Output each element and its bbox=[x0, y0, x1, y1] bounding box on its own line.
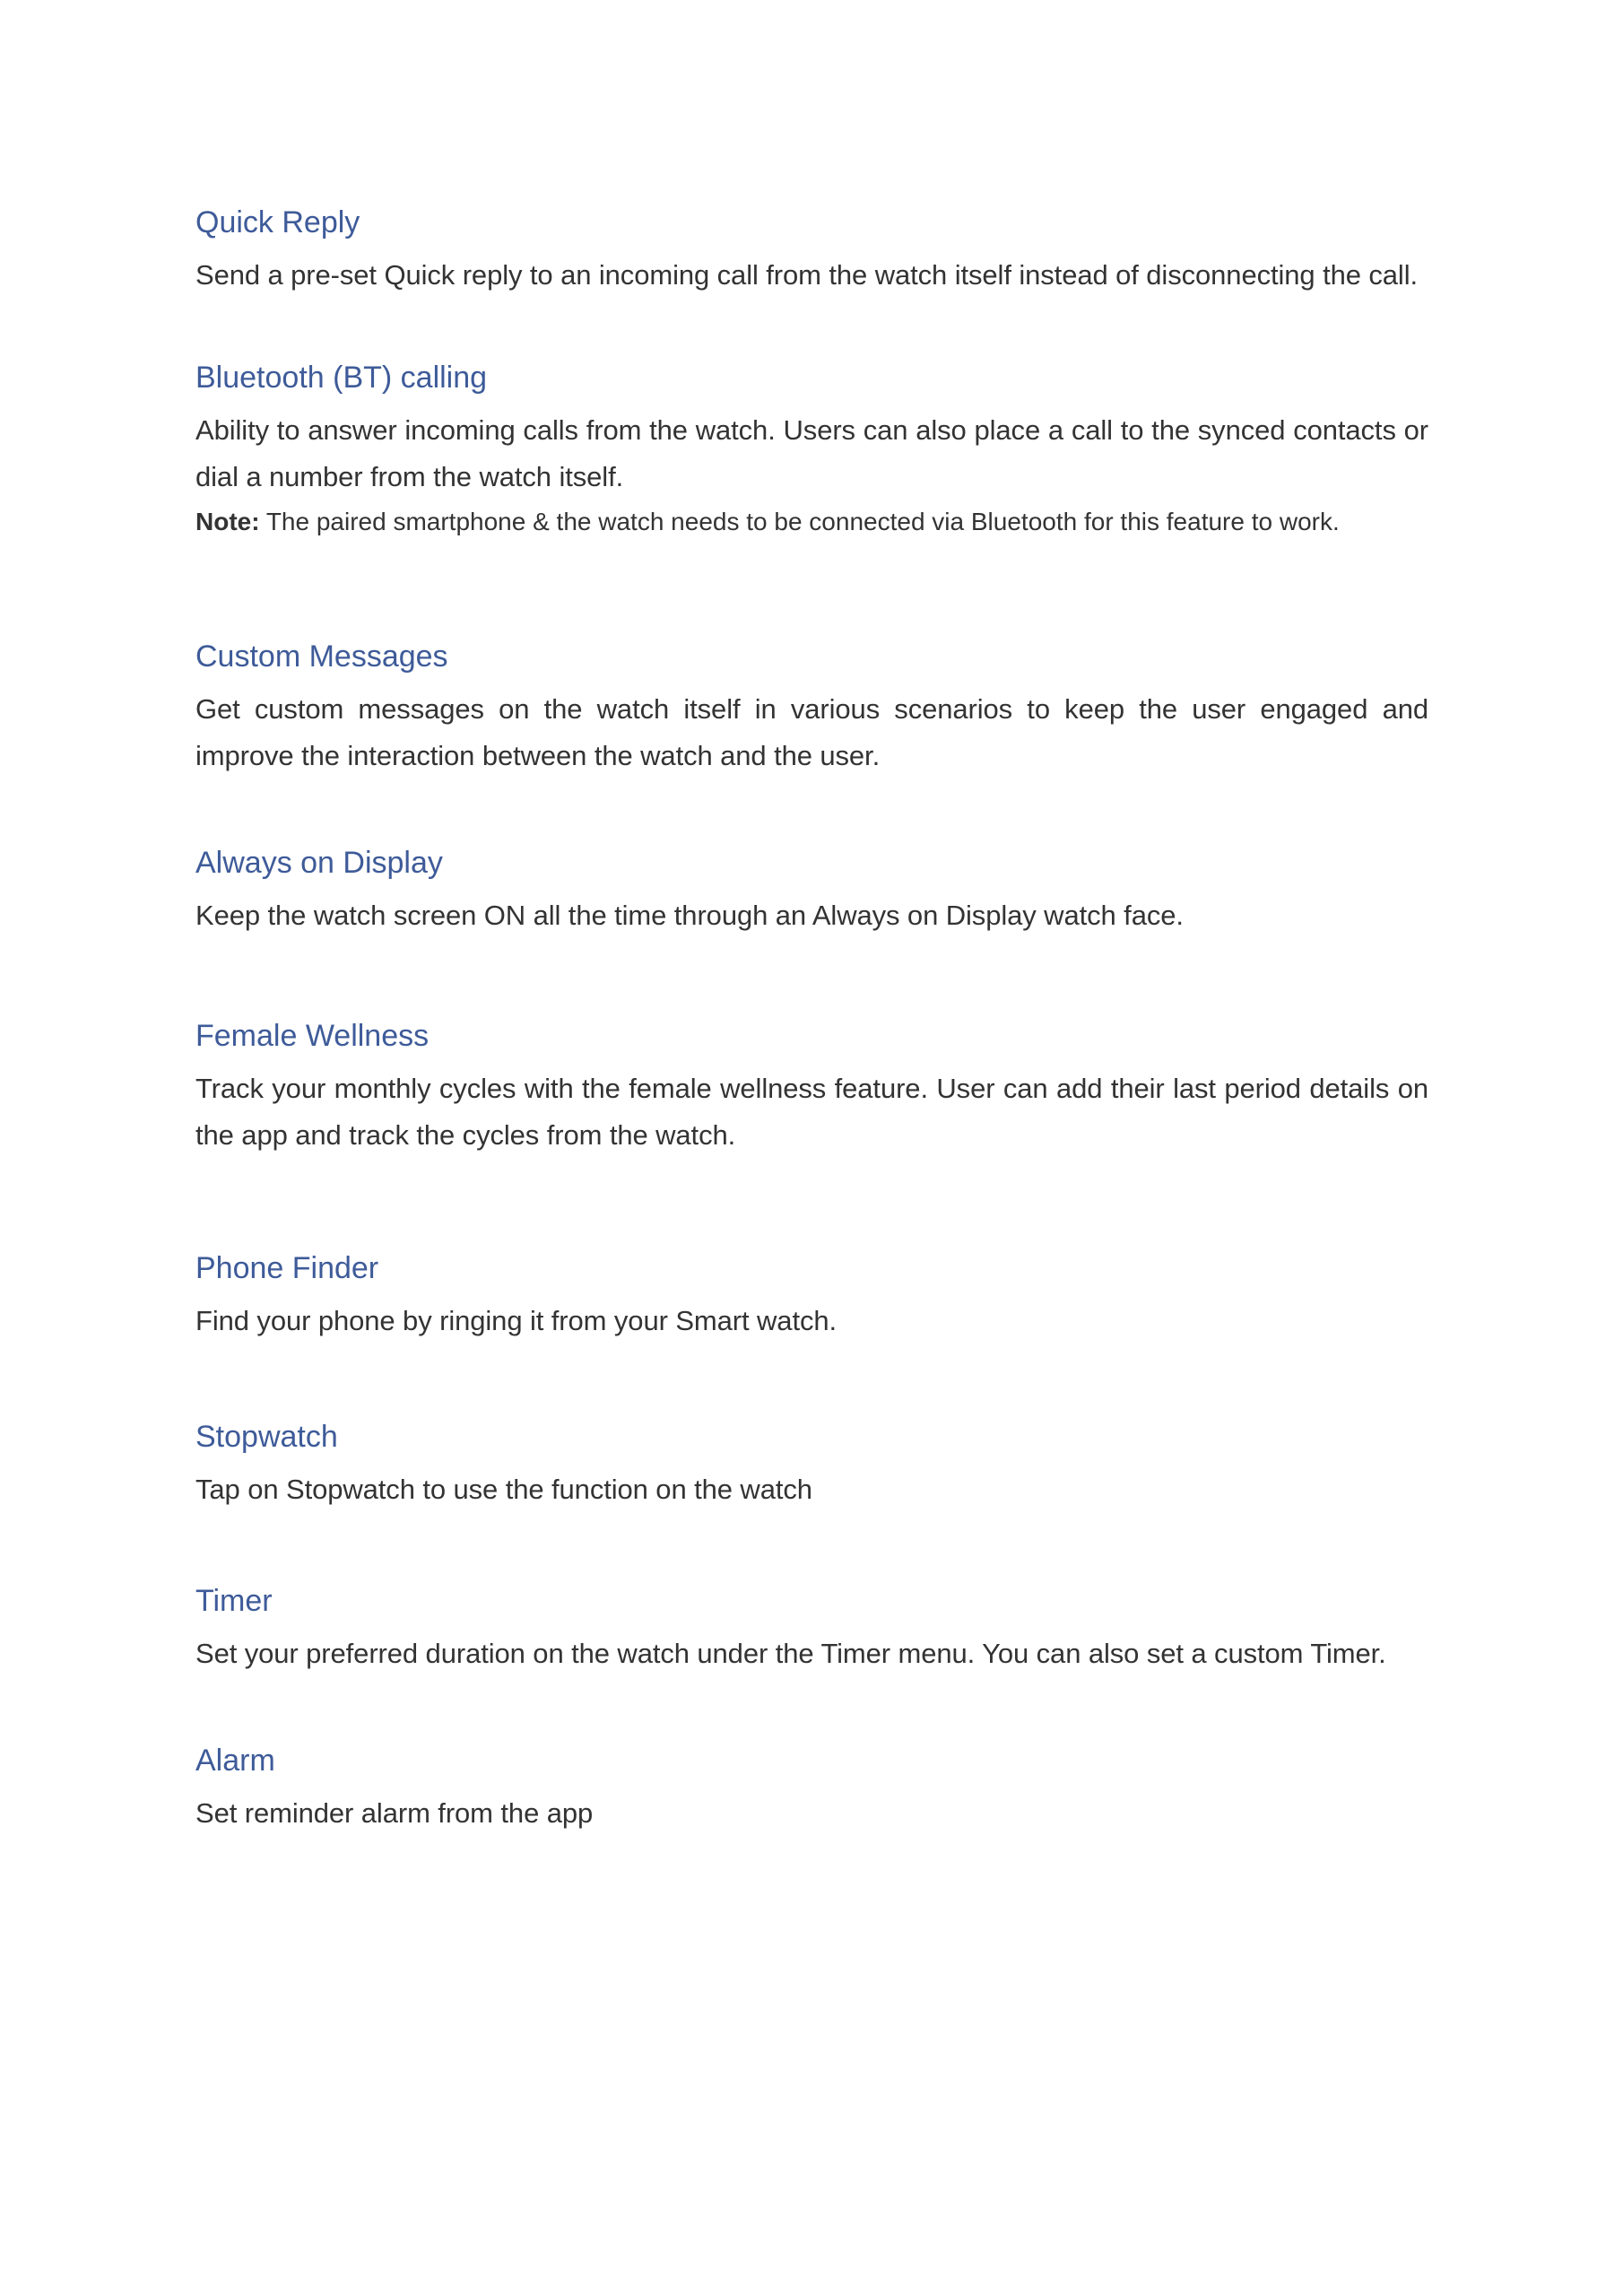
section-body: Set your preferred duration on the watch under the Timer menu. You can also set a custom Timer. bbox=[195, 1638, 1386, 1669]
section-timer bbox=[195, 1581, 1428, 1677]
section-heading: Phone Finder bbox=[195, 1251, 379, 1285]
section-always-on-display bbox=[195, 843, 1428, 939]
section-body: Find your phone by ringing it from your Smart watch. bbox=[195, 1305, 838, 1336]
section-body: Get custom messages on the watch itself in various scenarios to keep the user engaged and improve the interaction between the watch and the user. bbox=[195, 693, 1428, 771]
note-body: The paired smartphone & the watch needs to be connected via Bluetooth for this feature to work. bbox=[259, 508, 1340, 535]
section-bluetooth-calling bbox=[195, 358, 1428, 543]
section-female-wellness bbox=[195, 1016, 1428, 1159]
section-custom-messages bbox=[195, 637, 1428, 779]
section-phone-finder bbox=[195, 1248, 1428, 1344]
section-body: Keep the watch screen ON all the time through an Always on Display watch face. bbox=[195, 900, 1184, 931]
section-heading: Female Wellness bbox=[195, 1019, 430, 1053]
section-heading: Alarm bbox=[195, 1744, 275, 1778]
section-body: Track your monthly cycles with the female wellness feature. User can add their last period details on the app and track the cycles from the watch. bbox=[195, 1073, 1428, 1151]
section-stopwatch bbox=[195, 1417, 1428, 1513]
section-note bbox=[195, 500, 1428, 543]
section-heading: Stopwatch bbox=[195, 1420, 338, 1454]
section-body: Set reminder alarm from the app bbox=[195, 1797, 594, 1829]
note-label: Note: bbox=[195, 508, 260, 535]
section-heading: Custom Messages bbox=[195, 639, 448, 674]
section-heading: Always on Display bbox=[195, 846, 443, 880]
section-body: Ability to answer incoming calls from the watch. Users can also place a call to the synced contacts or dial a number from the watch itself. bbox=[195, 414, 1428, 492]
section-alarm bbox=[195, 1741, 1428, 1837]
section-body: Send a pre-set Quick reply to an incoming call from the watch itself instead of disconnecting the call. bbox=[195, 259, 1419, 291]
section-heading: Quick Reply bbox=[195, 205, 360, 239]
section-quick-reply bbox=[195, 203, 1428, 299]
section-body: Tap on Stopwatch to use the function on the watch bbox=[195, 1474, 812, 1505]
section-heading: Timer bbox=[195, 1584, 273, 1618]
section-heading: Bluetooth (BT) calling bbox=[195, 361, 488, 395]
